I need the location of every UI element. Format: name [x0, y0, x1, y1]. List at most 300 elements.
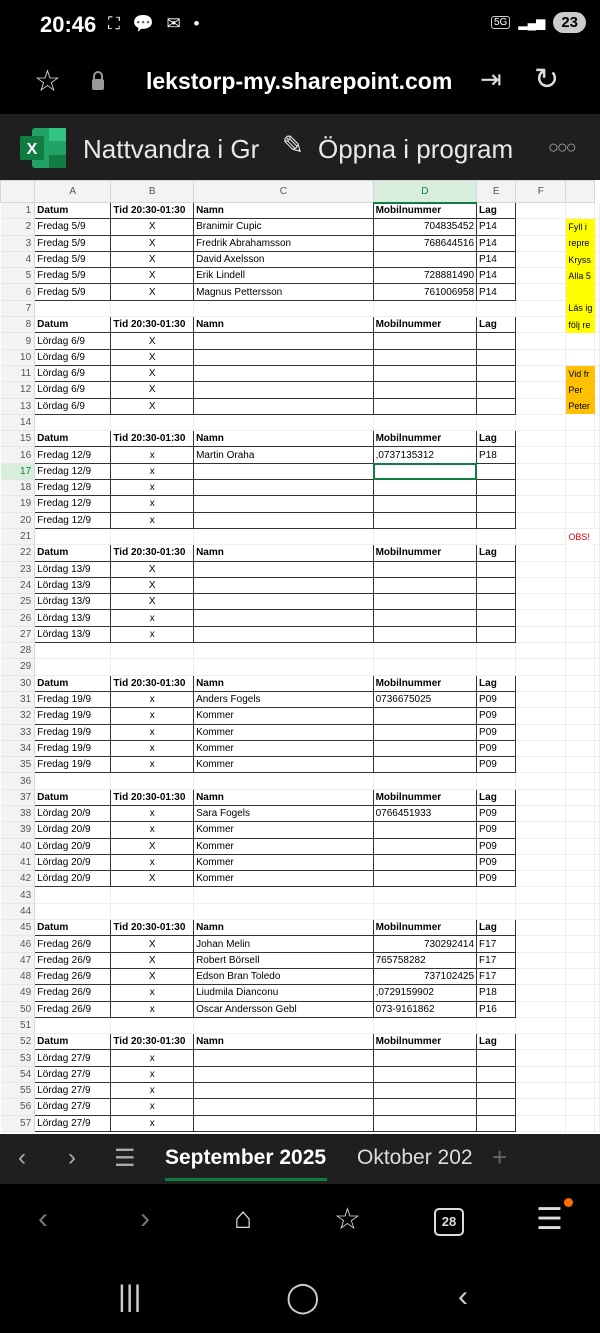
open-in-app-button[interactable]: Öppna i program [318, 134, 514, 164]
menu-icon[interactable]: ☰ [536, 1203, 563, 1236]
cell-datum[interactable]: Fredag 26/9 [35, 936, 111, 952]
cell[interactable] [566, 871, 595, 887]
cell-datum[interactable]: Fredag 5/9 [35, 284, 111, 300]
cell-mobilnummer[interactable] [373, 740, 476, 756]
cell[interactable] [516, 708, 566, 724]
cell[interactable] [566, 333, 595, 349]
cell-lag[interactable]: P09 [477, 822, 516, 838]
column-header-e[interactable]: E [477, 181, 516, 203]
cell[interactable] [477, 1017, 516, 1033]
row-number[interactable]: 9 [1, 333, 35, 349]
row-number[interactable]: 31 [1, 691, 35, 707]
cell-lag[interactable] [477, 610, 516, 626]
cell[interactable] [566, 594, 595, 610]
cell-datum[interactable]: Fredag 26/9 [35, 1001, 111, 1017]
cell[interactable] [516, 920, 566, 936]
cell-mobilnummer[interactable] [373, 512, 476, 528]
cell[interactable] [477, 887, 516, 903]
cell[interactable] [595, 1017, 600, 1033]
row-number[interactable]: 51 [1, 1017, 35, 1033]
cell-datum[interactable]: Lördag 27/9 [35, 1115, 111, 1131]
cell-mobilnummer[interactable]: 728881490 [373, 268, 476, 284]
cell-tid[interactable]: X [111, 561, 194, 577]
cell-mobilnummer[interactable]: 704835452 [373, 219, 476, 235]
cell-tid[interactable]: x [111, 512, 194, 528]
cell-namn[interactable] [194, 382, 374, 398]
cell[interactable] [566, 626, 595, 642]
cell[interactable] [516, 626, 566, 642]
cell[interactable] [566, 854, 595, 870]
row-number[interactable]: 45 [1, 920, 35, 936]
header-cell-datum[interactable]: Datum [35, 431, 111, 447]
cell-tid[interactable]: x [111, 854, 194, 870]
row-number[interactable]: 4 [1, 251, 35, 267]
cell[interactable] [595, 528, 600, 544]
header-cell-mobilnummer[interactable]: Mobilnummer [373, 203, 476, 219]
side-note-cell[interactable]: Peter [566, 398, 595, 414]
cell[interactable] [373, 659, 476, 675]
cell[interactable] [35, 1017, 111, 1033]
cell[interactable] [566, 708, 595, 724]
cell[interactable] [516, 480, 566, 496]
cell[interactable] [566, 496, 595, 512]
cell[interactable] [35, 414, 111, 430]
home-button-icon[interactable]: ◯ [286, 1281, 320, 1314]
cell[interactable] [595, 968, 600, 984]
cell-lag[interactable] [477, 1115, 516, 1131]
cell-namn[interactable]: Branimir Cupic [194, 219, 374, 235]
cell[interactable] [595, 610, 600, 626]
row-number[interactable]: 54 [1, 1066, 35, 1082]
cell[interactable] [595, 300, 600, 316]
row-number[interactable]: 3 [1, 235, 35, 251]
cell[interactable] [516, 675, 566, 691]
side-note-cell[interactable] [566, 284, 595, 300]
side-note-cell[interactable]: följ re [566, 317, 595, 333]
row-number[interactable]: 15 [1, 431, 35, 447]
cell[interactable] [595, 594, 600, 610]
cell-datum[interactable]: Fredag 5/9 [35, 219, 111, 235]
row-number[interactable]: 42 [1, 871, 35, 887]
cell-lag[interactable]: P09 [477, 871, 516, 887]
cell[interactable] [194, 887, 374, 903]
cell[interactable] [566, 968, 595, 984]
cell-namn[interactable] [194, 626, 374, 642]
cell[interactable] [111, 643, 194, 659]
cell[interactable] [516, 447, 566, 463]
header-cell-tid[interactable]: Tid 20:30-01:30 [111, 1034, 194, 1050]
cell[interactable] [373, 903, 476, 919]
sheet-list-icon[interactable]: ☰ [114, 1145, 136, 1172]
cell[interactable] [566, 1050, 595, 1066]
header-cell-datum[interactable]: Datum [35, 920, 111, 936]
cell[interactable] [566, 643, 595, 659]
cell-namn[interactable] [194, 398, 374, 414]
cell[interactable] [111, 528, 194, 544]
cell[interactable] [516, 577, 566, 593]
cell[interactable] [566, 805, 595, 821]
file-name[interactable]: Nattvandra i Gr [83, 134, 260, 164]
row-number[interactable]: 30 [1, 675, 35, 691]
row-number[interactable]: 39 [1, 822, 35, 838]
cell-tid[interactable]: x [111, 1050, 194, 1066]
cell[interactable] [595, 447, 600, 463]
cell-tid[interactable]: X [111, 952, 194, 968]
cell-mobilnummer[interactable] [373, 610, 476, 626]
row-number[interactable]: 34 [1, 740, 35, 756]
cell[interactable] [111, 300, 194, 316]
cell-datum[interactable]: Fredag 19/9 [35, 757, 111, 773]
cell-lag[interactable]: P09 [477, 740, 516, 756]
side-note-cell[interactable]: Kryss [566, 251, 595, 267]
cell-namn[interactable] [194, 496, 374, 512]
header-cell-tid[interactable]: Tid 20:30-01:30 [111, 675, 194, 691]
cell[interactable] [516, 757, 566, 773]
cell[interactable] [516, 952, 566, 968]
column-header-a[interactable]: A [35, 181, 111, 203]
row-number[interactable]: 21 [1, 528, 35, 544]
column-header-c[interactable]: C [194, 181, 374, 203]
cell[interactable] [566, 822, 595, 838]
cell-tid[interactable]: x [111, 822, 194, 838]
header-cell-tid[interactable]: Tid 20:30-01:30 [111, 920, 194, 936]
cell-tid[interactable]: X [111, 838, 194, 854]
cell-mobilnummer[interactable] [373, 365, 476, 381]
cell[interactable] [566, 724, 595, 740]
cell-namn[interactable] [194, 1099, 374, 1115]
cell[interactable] [373, 887, 476, 903]
cell[interactable] [516, 805, 566, 821]
cell-tid[interactable]: x [111, 1099, 194, 1115]
cell-datum[interactable]: Lördag 13/9 [35, 610, 111, 626]
cell-tid[interactable]: X [111, 968, 194, 984]
prev-sheet-icon[interactable]: ‹ [18, 1144, 26, 1171]
header-cell-datum[interactable]: Datum [35, 1034, 111, 1050]
cell[interactable] [566, 936, 595, 952]
side-note-cell[interactable]: Alla 5 [566, 268, 595, 284]
row-number[interactable]: 14 [1, 414, 35, 430]
cell[interactable] [566, 577, 595, 593]
cell-mobilnummer[interactable] [373, 382, 476, 398]
cell[interactable] [595, 333, 600, 349]
cell-datum[interactable]: Lördag 13/9 [35, 594, 111, 610]
row-number[interactable]: 33 [1, 724, 35, 740]
cell[interactable] [595, 626, 600, 642]
cell[interactable] [595, 822, 600, 838]
cell[interactable] [111, 1017, 194, 1033]
cell-tid[interactable]: x [111, 985, 194, 1001]
cell-mobilnummer[interactable]: 737102425 [373, 968, 476, 984]
side-note-cell[interactable]: Vid fr [566, 365, 595, 381]
cell[interactable] [111, 659, 194, 675]
row-number[interactable]: 2 [1, 219, 35, 235]
row-number[interactable]: 7 [1, 300, 35, 316]
cell-namn[interactable] [194, 561, 374, 577]
cell-lag[interactable]: P16 [477, 1001, 516, 1017]
side-note-cell[interactable]: repre [566, 235, 595, 251]
cell-tid[interactable]: X [111, 268, 194, 284]
cell-lag[interactable] [477, 480, 516, 496]
cell-lag[interactable]: F17 [477, 936, 516, 952]
cell-tid[interactable]: X [111, 871, 194, 887]
cell-lag[interactable] [477, 1083, 516, 1099]
row-number[interactable]: 12 [1, 382, 35, 398]
cell[interactable] [35, 300, 111, 316]
cell-lag[interactable] [477, 398, 516, 414]
cell-lag[interactable]: P14 [477, 235, 516, 251]
row-number[interactable]: 55 [1, 1083, 35, 1099]
cell-tid[interactable]: x [111, 463, 194, 479]
cell-lag[interactable]: P14 [477, 219, 516, 235]
cell[interactable] [595, 268, 600, 284]
cell[interactable] [595, 1083, 600, 1099]
cell[interactable] [477, 659, 516, 675]
row-number[interactable]: 17 [1, 463, 35, 479]
cell-tid[interactable]: X [111, 284, 194, 300]
cell-datum[interactable]: Fredag 12/9 [35, 496, 111, 512]
cell-datum[interactable]: Lördag 6/9 [35, 382, 111, 398]
cell[interactable] [595, 284, 600, 300]
header-cell-lag[interactable]: Lag [477, 203, 516, 219]
cell-datum[interactable]: Lördag 13/9 [35, 626, 111, 642]
cell-lag[interactable]: P09 [477, 757, 516, 773]
cell[interactable] [516, 1001, 566, 1017]
tabs-count-icon[interactable]: 28 [434, 1208, 464, 1236]
cell-mobilnummer[interactable]: ,0737135312 [373, 447, 476, 463]
cell[interactable] [516, 691, 566, 707]
cell-datum[interactable]: Fredag 26/9 [35, 968, 111, 984]
cell-mobilnummer[interactable] [373, 757, 476, 773]
header-cell-lag[interactable]: Lag [477, 545, 516, 561]
cell[interactable] [516, 659, 566, 675]
cell[interactable] [595, 480, 600, 496]
cell-namn[interactable]: Edson Bran Toledo [194, 968, 374, 984]
cell[interactable] [516, 561, 566, 577]
header-cell-lag[interactable]: Lag [477, 1034, 516, 1050]
cell-datum[interactable]: Lördag 6/9 [35, 398, 111, 414]
cell[interactable] [595, 463, 600, 479]
bookmark-star-icon[interactable]: ☆ [34, 65, 61, 98]
cell-datum[interactable]: Fredag 19/9 [35, 740, 111, 756]
row-number[interactable]: 52 [1, 1034, 35, 1050]
cell[interactable] [516, 854, 566, 870]
cell-lag[interactable] [477, 496, 516, 512]
cell[interactable] [595, 1050, 600, 1066]
cell-tid[interactable]: X [111, 219, 194, 235]
header-cell-tid[interactable]: Tid 20:30-01:30 [111, 431, 194, 447]
cell-mobilnummer[interactable]: 0736675025 [373, 691, 476, 707]
cell-mobilnummer[interactable] [373, 854, 476, 870]
cell[interactable] [566, 512, 595, 528]
bookmarks-icon[interactable]: ☆ [334, 1203, 361, 1236]
cell[interactable] [516, 643, 566, 659]
cell-namn[interactable]: Sara Fogels [194, 805, 374, 821]
cell-datum[interactable]: Lördag 6/9 [35, 333, 111, 349]
cell-tid[interactable]: X [111, 577, 194, 593]
cell[interactable] [373, 773, 476, 789]
cell-tid[interactable]: X [111, 365, 194, 381]
header-cell-namn[interactable]: Namn [194, 920, 374, 936]
more-options-icon[interactable]: ○○○ [548, 137, 575, 157]
cell[interactable] [566, 1115, 595, 1131]
header-cell-namn[interactable]: Namn [194, 203, 374, 219]
row-number[interactable]: 38 [1, 805, 35, 821]
cell-namn[interactable] [194, 594, 374, 610]
column-header-g[interactable] [566, 181, 595, 203]
header-cell-lag[interactable]: Lag [477, 317, 516, 333]
cell-lag[interactable]: P09 [477, 838, 516, 854]
cell-mobilnummer[interactable] [373, 838, 476, 854]
row-number[interactable]: 44 [1, 903, 35, 919]
cell[interactable] [566, 773, 595, 789]
cell[interactable] [566, 203, 595, 219]
header-cell-datum[interactable]: Datum [35, 203, 111, 219]
cell-mobilnummer[interactable] [373, 349, 476, 365]
column-header-f[interactable]: F [516, 181, 566, 203]
header-cell-namn[interactable]: Namn [194, 317, 374, 333]
header-cell-lag[interactable]: Lag [477, 789, 516, 805]
row-number[interactable]: 18 [1, 480, 35, 496]
cell-tid[interactable]: x [111, 1001, 194, 1017]
cell-lag[interactable] [477, 626, 516, 642]
cell-datum[interactable]: Lördag 27/9 [35, 1083, 111, 1099]
cell[interactable] [566, 610, 595, 626]
cell[interactable] [516, 773, 566, 789]
cell-datum[interactable]: Fredag 5/9 [35, 251, 111, 267]
cell[interactable] [516, 968, 566, 984]
row-number[interactable]: 47 [1, 952, 35, 968]
side-note-cell[interactable]: OBS! [568, 531, 590, 542]
cell-lag[interactable] [477, 349, 516, 365]
cell[interactable] [595, 675, 600, 691]
cell-tid[interactable]: x [111, 496, 194, 512]
row-number[interactable]: 28 [1, 643, 35, 659]
cell[interactable] [595, 414, 600, 430]
cell[interactable] [566, 545, 595, 561]
cell[interactable] [516, 740, 566, 756]
cell-tid[interactable]: x [111, 724, 194, 740]
cell[interactable] [35, 643, 111, 659]
cell-datum[interactable]: Lördag 6/9 [35, 349, 111, 365]
cell[interactable] [566, 740, 595, 756]
cell-lag[interactable]: P14 [477, 284, 516, 300]
cell-mobilnummer[interactable] [373, 1083, 476, 1099]
row-number[interactable]: 48 [1, 968, 35, 984]
cell-namn[interactable]: Kommer [194, 724, 374, 740]
cell[interactable] [373, 1017, 476, 1033]
cell-namn[interactable]: Kommer [194, 838, 374, 854]
header-cell-tid[interactable]: Tid 20:30-01:30 [111, 203, 194, 219]
header-cell-tid[interactable]: Tid 20:30-01:30 [111, 789, 194, 805]
row-number[interactable]: 27 [1, 626, 35, 642]
cell[interactable] [477, 903, 516, 919]
row-number[interactable]: 1 [1, 203, 35, 219]
cell-namn[interactable]: Kommer [194, 757, 374, 773]
row-number[interactable]: 22 [1, 545, 35, 561]
cell-lag[interactable]: P09 [477, 708, 516, 724]
cell-lag[interactable]: P14 [477, 251, 516, 267]
cell[interactable] [516, 789, 566, 805]
cell-namn[interactable] [194, 1115, 374, 1131]
cell-mobilnummer[interactable] [373, 871, 476, 887]
cell-tid[interactable]: x [111, 1066, 194, 1082]
cell-namn[interactable]: David Axelsson [194, 251, 374, 267]
cell[interactable] [516, 203, 566, 219]
cell[interactable] [516, 724, 566, 740]
cell-datum[interactable]: Fredag 19/9 [35, 724, 111, 740]
cell-mobilnummer[interactable] [373, 333, 476, 349]
reload-icon[interactable]: ↻ [534, 63, 560, 96]
cell[interactable] [516, 512, 566, 528]
cell[interactable] [595, 903, 600, 919]
cell[interactable] [516, 1017, 566, 1033]
cell-datum[interactable]: Fredag 12/9 [35, 463, 111, 479]
cell-lag[interactable] [477, 1099, 516, 1115]
cell[interactable] [595, 708, 600, 724]
cell-namn[interactable]: Johan Melin [194, 936, 374, 952]
cell[interactable] [566, 463, 595, 479]
cell-datum[interactable]: Fredag 26/9 [35, 952, 111, 968]
cell-mobilnummer[interactable] [373, 724, 476, 740]
cell[interactable] [516, 887, 566, 903]
header-cell-lag[interactable]: Lag [477, 431, 516, 447]
cell[interactable] [516, 1083, 566, 1099]
cell[interactable] [516, 1034, 566, 1050]
cell-lag[interactable] [477, 561, 516, 577]
header-cell-namn[interactable]: Namn [194, 789, 374, 805]
cell[interactable] [595, 854, 600, 870]
cell-tid[interactable]: x [111, 740, 194, 756]
cell-namn[interactable]: Robert Börsell [194, 952, 374, 968]
cell[interactable] [595, 512, 600, 528]
row-number[interactable]: 37 [1, 789, 35, 805]
cell[interactable] [566, 789, 595, 805]
header-cell-mobilnummer[interactable]: Mobilnummer [373, 545, 476, 561]
cell[interactable] [111, 887, 194, 903]
cell[interactable] [194, 300, 374, 316]
cell-lag[interactable]: F17 [477, 952, 516, 968]
cell[interactable] [566, 887, 595, 903]
cell-mobilnummer[interactable]: 073-9161862 [373, 1001, 476, 1017]
cell[interactable] [516, 528, 566, 544]
cell-datum[interactable]: Fredag 12/9 [35, 512, 111, 528]
cell[interactable] [194, 1017, 374, 1033]
cell[interactable] [566, 1099, 595, 1115]
row-number[interactable]: 40 [1, 838, 35, 854]
cell-namn[interactable] [194, 480, 374, 496]
cell[interactable] [595, 691, 600, 707]
header-cell-tid[interactable]: Tid 20:30-01:30 [111, 317, 194, 333]
cell-lag[interactable] [477, 577, 516, 593]
add-sheet-icon[interactable]: + [492, 1142, 508, 1172]
cell-tid[interactable]: X [111, 251, 194, 267]
cell[interactable] [516, 284, 566, 300]
next-sheet-icon[interactable]: › [68, 1144, 76, 1171]
header-cell-lag[interactable]: Lag [477, 920, 516, 936]
cell[interactable] [516, 936, 566, 952]
cell[interactable] [566, 1066, 595, 1082]
row-number[interactable]: 5 [1, 268, 35, 284]
row-number[interactable]: 35 [1, 757, 35, 773]
cell-datum[interactable]: Fredag 12/9 [35, 480, 111, 496]
cell[interactable] [194, 643, 374, 659]
column-header-d[interactable]: D [373, 181, 476, 203]
cell[interactable] [595, 1099, 600, 1115]
cell[interactable] [566, 561, 595, 577]
cell[interactable] [595, 382, 600, 398]
row-number[interactable]: 10 [1, 349, 35, 365]
cell-datum[interactable]: Lördag 6/9 [35, 365, 111, 381]
